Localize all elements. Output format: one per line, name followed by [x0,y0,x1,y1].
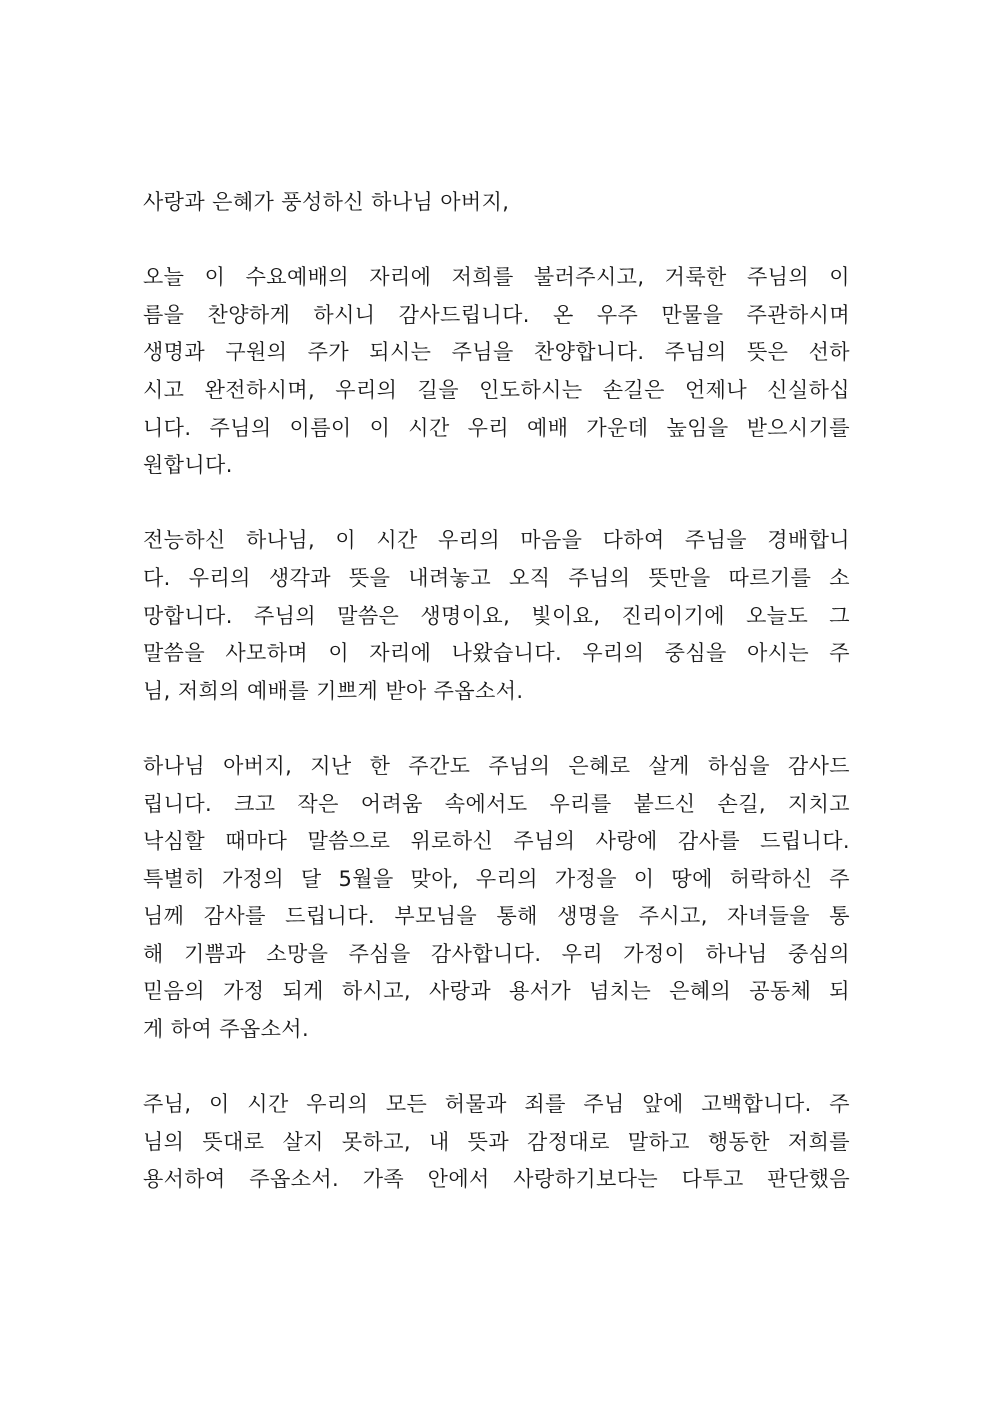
paragraph-line: 원합니다. [143,453,233,478]
salutation-line: 사랑과 은혜가 풍성하신 하나님 아버지, [143,190,510,214]
paragraph-line: 립니다. 크고 작은 어려움 속에서도 우리를 붙드신 손길, 지치고 [143,791,850,816]
paragraph-3 [143,748,850,1049]
paragraph-line: 니다. 주님의 이름이 이 시간 우리 예배 가운데 높임을 받으시기를 [143,415,850,440]
paragraph-line: 전능하신 하나님, 이 시간 우리의 마음을 다하여 주님을 경배합니 [143,528,850,553]
paragraph-line: 믿음의 가정 되게 하시고, 사랑과 용서가 넘치는 은혜의 공동체 되 [143,979,850,1004]
paragraph-line: 님, 저희의 예배를 기쁘게 받아 주옵소서. [143,678,524,703]
paragraph-4 [143,1086,850,1199]
paragraph-line: 용서하여 주옵소서. 가족 안에서 사랑하기보다는 다투고 판단했음 [143,1167,850,1192]
paragraph-line: 해 기쁨과 소망을 주심을 감사합니다. 우리 가정이 하나님 중심의 [143,941,850,966]
paragraph-line: 님의 뜻대로 살지 못하고, 내 뜻과 감정대로 말하고 행동한 저희를 [143,1129,850,1154]
prayer-text [143,184,850,1237]
paragraph-1 [143,259,850,485]
paragraph-line: 말씀을 사모하며 이 자리에 나왔습니다. 우리의 중심을 아시는 주 [143,641,850,666]
paragraph-line: 망합니다. 주님의 말씀은 생명이요, 빛이요, 진리이기에 오늘도 그 [143,603,850,628]
paragraph-line: 게 하여 주옵소서. [143,1017,310,1042]
paragraph-line: 다. 우리의 생각과 뜻을 내려놓고 오직 주님의 뜻만을 따르기를 소 [143,565,850,590]
paragraph-line: 생명과 구원의 주가 되시는 주님을 찬양합니다. 주님의 뜻은 선하 [143,340,850,365]
paragraph-line: 오늘 이 수요예배의 자리에 저희를 불러주시고, 거룩한 주님의 이 [143,265,850,290]
paragraph-line: 주님, 이 시간 우리의 모든 허물과 죄를 주님 앞에 고백합니다. 주 [143,1092,850,1117]
salutation-paragraph [143,184,850,222]
paragraph-line: 특별히 가정의 달 5월을 맞아, 우리의 가정을 이 땅에 허락하신 주 [143,866,850,891]
paragraph-2 [143,522,850,710]
paragraph-line: 님께 감사를 드립니다. 부모님을 통해 생명을 주시고, 자녀들을 통 [143,904,850,929]
paragraph-line: 름을 찬양하게 하시니 감사드립니다. 온 우주 만물을 주관하시며 [143,302,850,327]
paragraph-line: 낙심할 때마다 말씀으로 위로하신 주님의 사랑에 감사를 드립니다. [143,829,850,854]
paragraph-line: 시고 완전하시며, 우리의 길을 인도하시는 손길은 언제나 신실하십 [143,377,850,402]
paragraph-line: 하나님 아버지, 지난 한 주간도 주님의 은혜로 살게 하심을 감사드 [143,753,850,778]
